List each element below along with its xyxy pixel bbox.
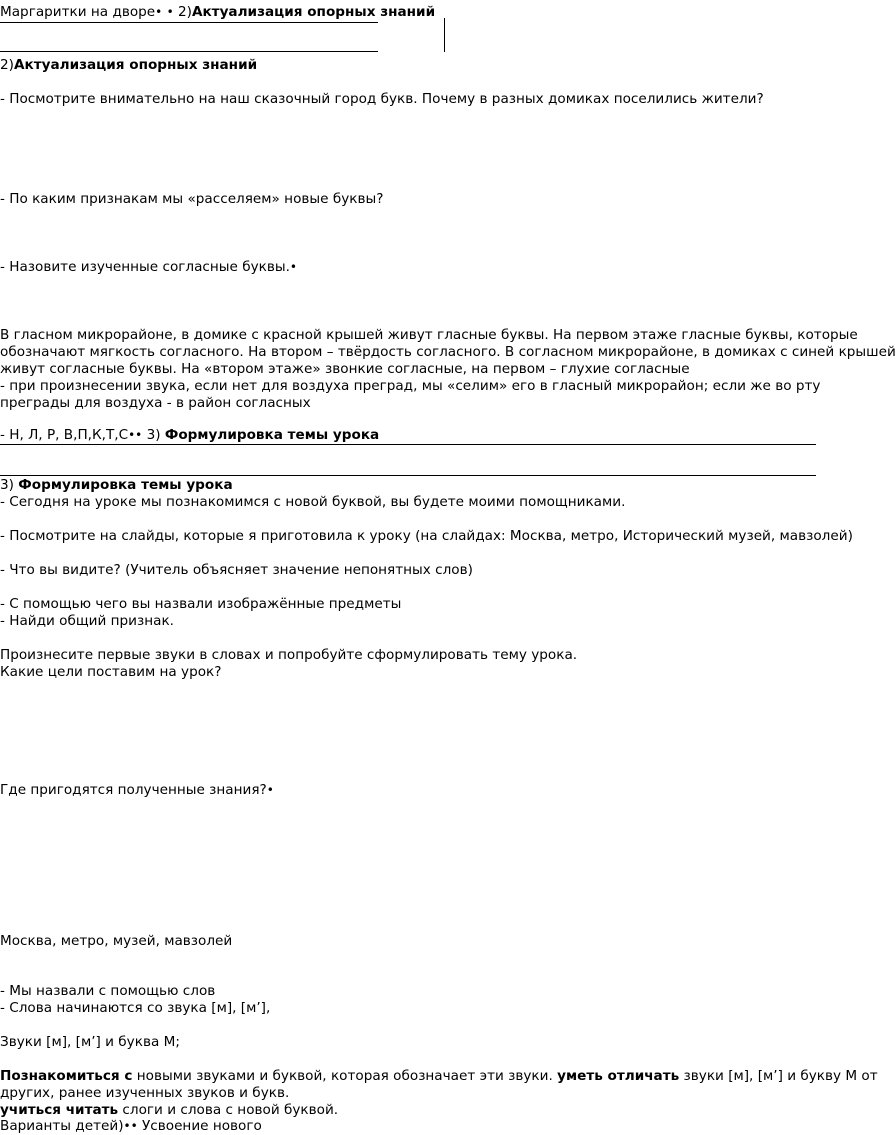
section-3-title: Формулировка темы урока xyxy=(18,477,233,493)
goals-line xyxy=(0,1118,262,1135)
goal-bold: Познакомиться с xyxy=(0,1068,133,1084)
bullet-icon: • xyxy=(123,1119,131,1133)
divider xyxy=(0,444,816,445)
letters-text: - Н, Л, Р, В,П,К,Т,С xyxy=(0,427,129,443)
bullet-icon: • xyxy=(155,5,163,19)
section-3-line: - Что вы видите? (Учитель объясняет значение непонятных слов) xyxy=(0,562,473,578)
answer-line: - Мы назвали с помощью слов xyxy=(0,983,216,999)
divider xyxy=(0,22,378,23)
goal-bold: уметь отличать xyxy=(557,1068,680,1084)
section-2-num: 2) xyxy=(0,57,14,73)
section-3-heading xyxy=(0,477,233,494)
bullet-icon: • xyxy=(166,5,174,19)
goal-text: звуки [м], [м’] и букву М от xyxy=(679,1068,878,1084)
section-3-line: Какие цели поставим на урок? xyxy=(0,664,222,680)
section-3-line: - С помощью чего вы назвали изображённые предметы xyxy=(0,596,402,612)
section-3-line: Произнесите первые звуки в словах и попробуйте сформулировать тему урока. xyxy=(0,647,578,663)
section-3-line: - Сегодня на уроке мы познакомимся с новой буквой, вы будете моими помощниками. xyxy=(0,494,626,510)
bullet-icon: • xyxy=(135,428,143,442)
bullet-icon: • xyxy=(130,1119,138,1133)
paragraph-line: В гласном микрорайоне, в домике с красной крышей живут гласные буквы. На первом этаже гласные буквы, которые xyxy=(0,327,858,343)
goal-text: слоги и слова с новой буквой. xyxy=(118,1102,339,1118)
goals-line: других, ранее изученных звуков и букв. xyxy=(0,1085,290,1101)
question-3 xyxy=(0,259,297,276)
section-3-text: Где пригодятся полученные знания? xyxy=(0,782,267,798)
section-3-line: - Посмотрите на слайды, которые я приготовила к уроку (на слайдах: Москва, метро, Исторический музей, мавзолей) xyxy=(0,528,853,544)
divider xyxy=(444,18,445,52)
section-3-line: - Найди общий признак. xyxy=(0,613,174,629)
section-2-title: Актуализация опорных знаний xyxy=(13,57,258,73)
answer-line: Звуки [м], [м’] и буква М; xyxy=(0,1034,180,1050)
header-num: 2) xyxy=(177,4,192,20)
goals-line xyxy=(0,1102,338,1119)
goal-text: Варианты детей) xyxy=(0,1118,124,1134)
header-crumb: Маргаритки на дворе xyxy=(0,4,156,20)
paragraph-line: живут согласные буквы. На «втором этаже» звонкие согласные, на первом – глухие согласные xyxy=(0,361,690,377)
bullet-icon: • xyxy=(128,428,136,442)
next-title: Формулировка темы урока xyxy=(164,427,380,443)
paragraph-line: обозначают мягкость согласного. На втором – твёрдость согласного. В согласном микрорайоне, в домиках с синей крышей xyxy=(0,344,896,360)
next-stage: Усвоение нового xyxy=(141,1118,262,1134)
header-title: Актуализация опорных знаний xyxy=(191,4,436,20)
question-1: - Посмотрите внимательно на наш сказочный город букв. Почему в разных домиках поселились жители? xyxy=(0,91,764,107)
question-2: - По каким признакам мы «расселяем» новые буквы? xyxy=(0,191,384,207)
goal-text: новыми звуками и буквой, которая обозначает эти звуки. xyxy=(132,1068,558,1084)
bullet-icon: • xyxy=(266,783,274,797)
paragraph-line: - при произнесении звука, если нет для воздуха преград, мы «селим» его в гласный микрорайон; если же во рту xyxy=(0,378,821,394)
divider xyxy=(0,51,378,52)
answer-line: - Слова начинаются со звука [м], [м’], xyxy=(0,1000,271,1016)
bullet-icon: • xyxy=(289,260,297,274)
letters-line xyxy=(0,427,379,444)
divider xyxy=(0,475,816,476)
paragraph-line: преграды для воздуха - в район согласных xyxy=(0,395,311,411)
section-2-heading xyxy=(0,57,257,74)
next-num: 3) xyxy=(146,427,161,443)
header-line xyxy=(0,4,435,21)
answer-line: Москва, метро, музей, мавзолей xyxy=(0,933,233,949)
question-3-text: - Назовите изученные согласные буквы. xyxy=(0,259,290,275)
section-3-num: 3) xyxy=(0,477,14,493)
goals-line xyxy=(0,1068,878,1085)
section-3-line xyxy=(0,782,274,799)
goal-bold: учиться читать xyxy=(0,1102,119,1118)
